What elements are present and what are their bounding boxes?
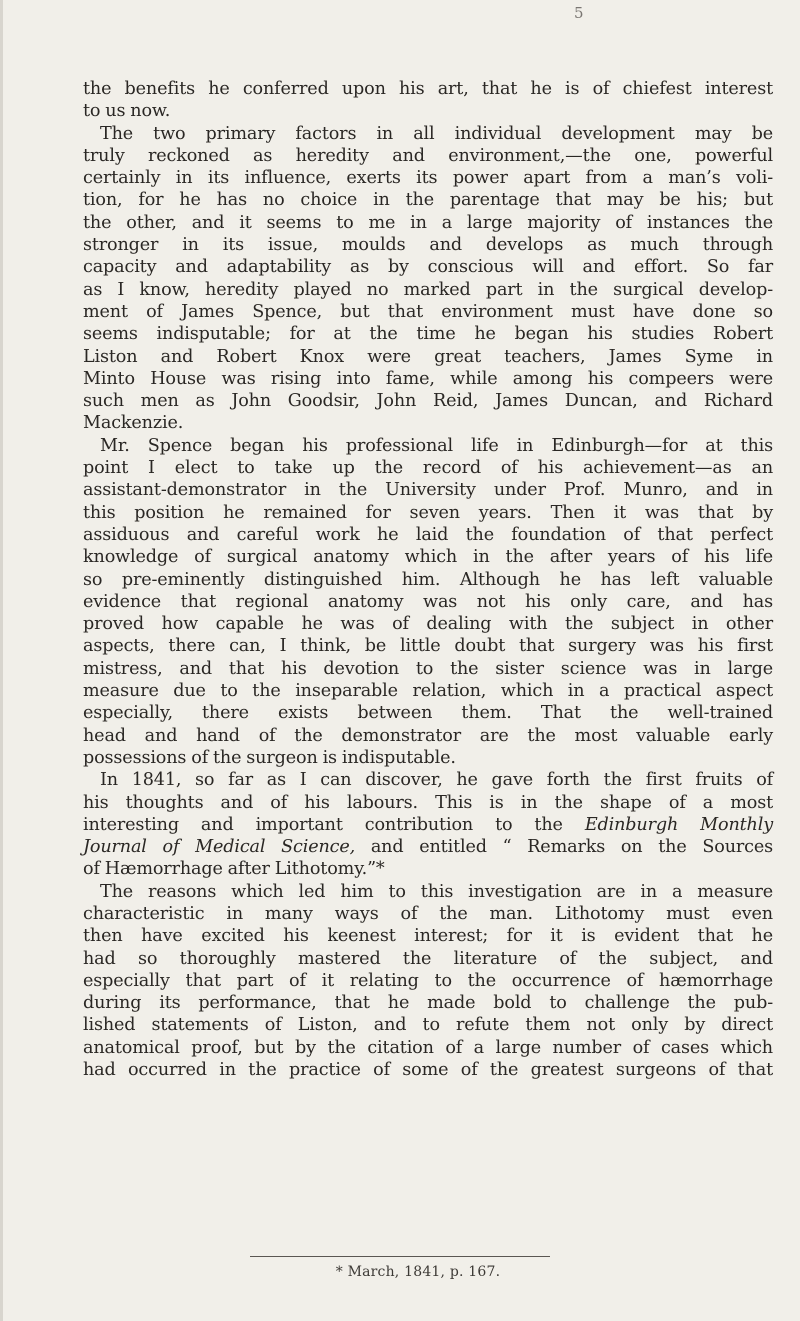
text-line: tion, for he has no choice in the parentage that may be his; but bbox=[83, 190, 773, 211]
text-line: the other, and it seems to me in a large majority of instances the bbox=[83, 212, 773, 233]
journal-title-italic: Edinburgh Monthly bbox=[584, 814, 773, 835]
page-number: 5 bbox=[574, 4, 584, 22]
text-line: this position he remained for seven years. Then it was that by bbox=[83, 502, 773, 523]
text-line: lished statements of Liston, and to refute them not only by direct bbox=[83, 1015, 773, 1036]
text-line: characteristic in many ways of the man. Lithotomy must even bbox=[83, 903, 773, 924]
text-line: aspects, there can, I think, be little doubt that surgery was his first bbox=[83, 636, 773, 657]
text-line bbox=[83, 814, 773, 836]
text-line: mistress, and that his devotion to the sister science was in large bbox=[83, 658, 773, 679]
text-line: especially, there exists between them. That the well-trained bbox=[83, 703, 773, 724]
text-line: assistant-demonstrator in the University under Prof. Munro, and in bbox=[83, 480, 773, 501]
text-line: his thoughts and of his labours. This is in the shape of a most bbox=[83, 792, 773, 813]
text-segment: and entitled “ Remarks on the Sources bbox=[355, 837, 774, 858]
footnote: * March, 1841, p. 167. bbox=[335, 1264, 501, 1280]
text-line: as I know, heredity played no marked part in the surgical develop- bbox=[83, 279, 773, 300]
text-line: of Hæmorrhage after Lithotomy.”* bbox=[83, 859, 385, 880]
paragraph-start-line: Mr. Spence began his professional life in Edinburgh—for at this bbox=[100, 435, 773, 456]
text-line: during its performance, that he made bold to challenge the pub- bbox=[83, 993, 773, 1014]
text-line: the benefits he conferred upon his art, that he is of chiefest interest bbox=[83, 79, 773, 99]
text-line: knowledge of surgical anatomy which in the after years of his life bbox=[83, 547, 773, 568]
text-line: then have excited his keenest interest; for it is evident that he bbox=[83, 926, 773, 947]
paragraph-start-line: The two primary factors in all individual development may be bbox=[100, 123, 773, 144]
text-line: seems indisputable; for at the time he began his studies Robert bbox=[83, 324, 773, 345]
text-line: had so thoroughly mastered the literature of the subject, and bbox=[83, 948, 773, 969]
text-line: measure due to the inseparable relation, which in a practical aspect bbox=[83, 681, 773, 702]
text-line: stronger in its issue, moulds and develops as much through bbox=[83, 235, 773, 256]
text-line: had occurred in the practice of some of the greatest surgeons of that bbox=[83, 1060, 773, 1081]
text-line: such men as John Goodsir, John Reid, James Duncan, and Richard bbox=[83, 391, 773, 412]
text-line: head and hand of the demonstrator are the most valuable early bbox=[83, 725, 773, 746]
text-line: Mackenzie. bbox=[83, 413, 184, 434]
text-line: anatomical proof, but by the citation of a large number of cases which bbox=[83, 1037, 773, 1058]
text-line: certainly in its influence, exerts its power apart from a man’s voli- bbox=[83, 168, 773, 189]
footnote-divider bbox=[250, 1256, 550, 1257]
text-line: ment of James Spence, but that environment must have done so bbox=[83, 301, 773, 322]
text-line: Liston and Robert Knox were great teachers, James Syme in bbox=[83, 346, 773, 367]
text-line: especially that part of it relating to the occurrence of hæmorrhage bbox=[83, 970, 773, 991]
text-line: to us now. bbox=[83, 101, 171, 122]
text-line: evidence that regional anatomy was not his only care, and has bbox=[83, 591, 773, 612]
text-line: point I elect to take up the record of his achievement—as an bbox=[83, 458, 773, 479]
paragraph-start-line: The reasons which led him to this investigation are in a measure bbox=[100, 881, 773, 902]
text-line: so pre-eminently distinguished him. Although he has left valuable bbox=[83, 569, 773, 590]
text-line: Minto House was rising into fame, while among his compeers were bbox=[83, 368, 773, 389]
text-line: capacity and adaptability as by conscious will and effort. So far bbox=[83, 257, 773, 278]
text-segment: interesting and important contribution to the bbox=[83, 814, 563, 835]
text-line bbox=[83, 836, 773, 858]
text-line: assiduous and careful work he laid the foundation of that perfect bbox=[83, 524, 773, 545]
page-edge-shadow bbox=[0, 0, 3, 1321]
body-text bbox=[83, 78, 773, 1081]
journal-title-italic: Journal of Medical Science, bbox=[83, 837, 356, 858]
text-line: possessions of the surgeon is indisputable. bbox=[83, 747, 456, 768]
text-line: truly reckoned as heredity and environment,—the one, powerful bbox=[83, 145, 773, 166]
text-line: proved how capable he was of dealing with the subject in other bbox=[83, 614, 773, 635]
paragraph-start-line: In 1841, so far as I can discover, he gave forth the first fruits of bbox=[100, 770, 773, 791]
